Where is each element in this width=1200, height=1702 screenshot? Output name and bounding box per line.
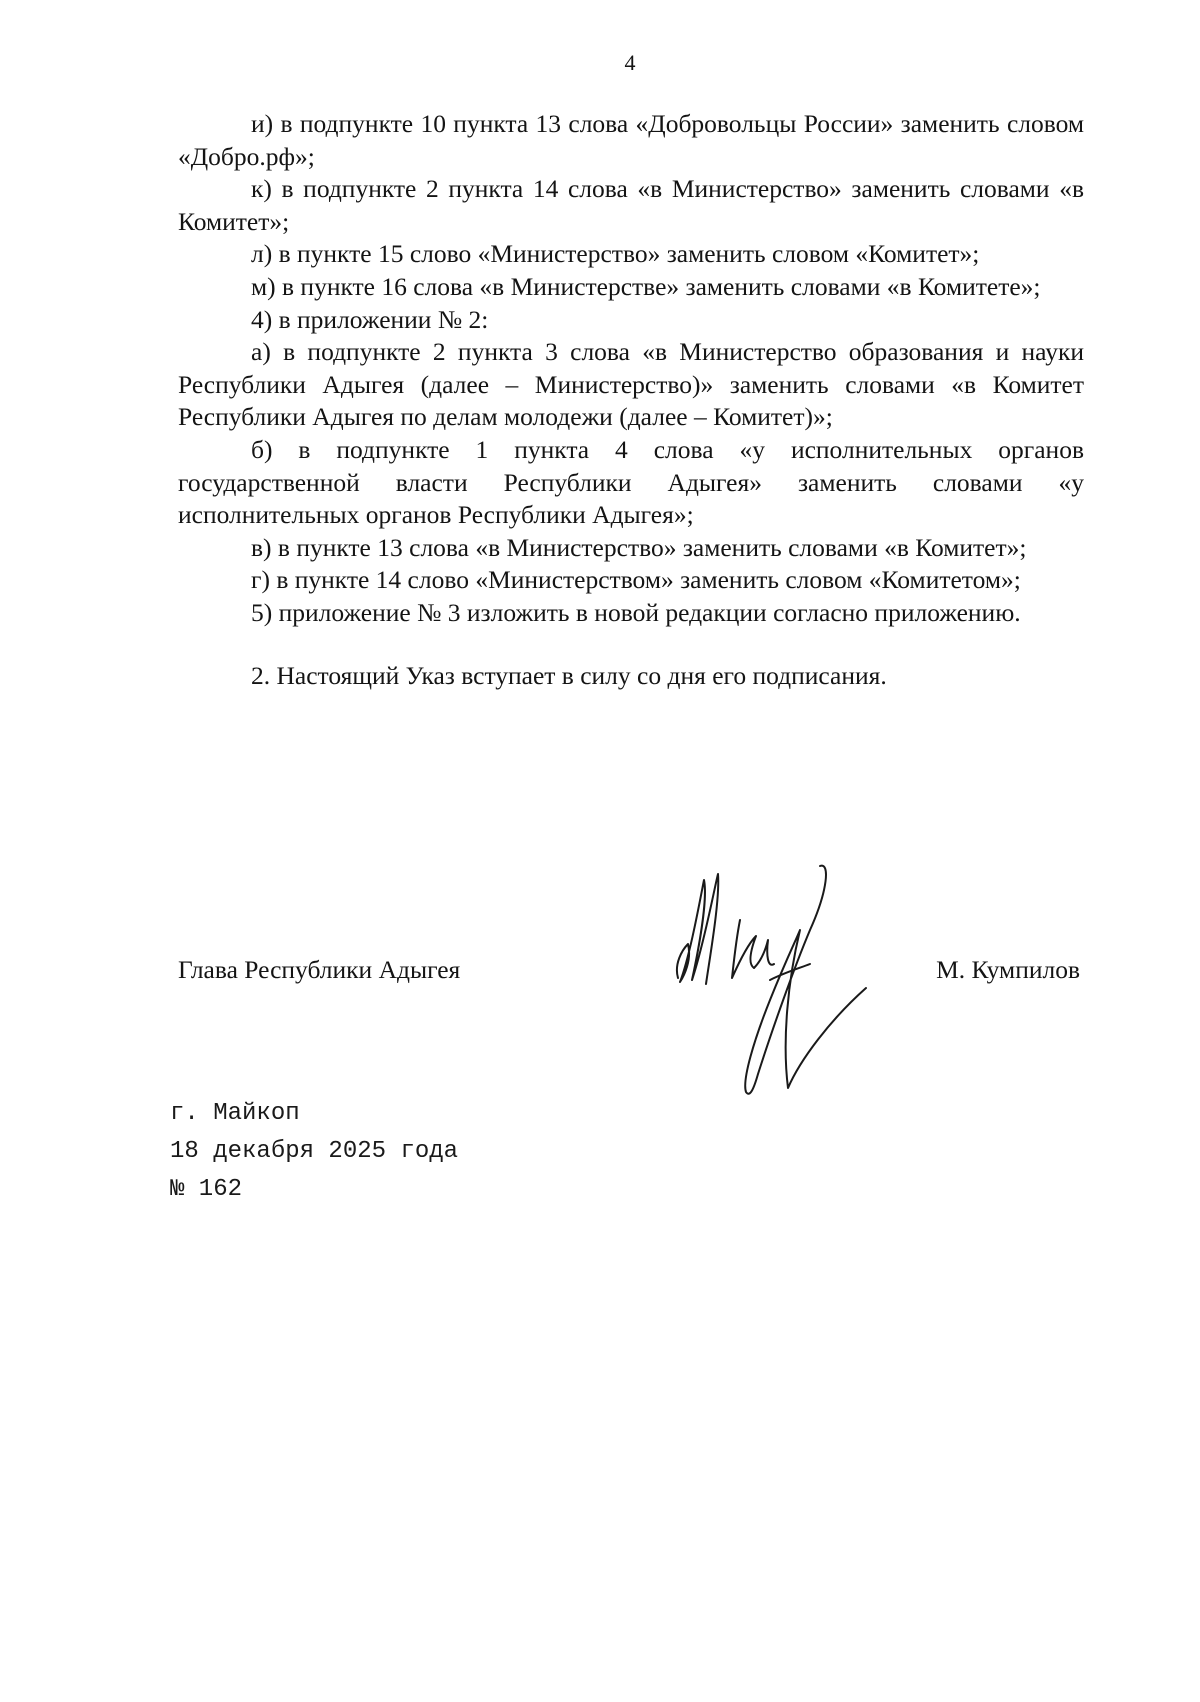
signature-stroke — [677, 874, 718, 984]
paragraph-m: м) в пункте 16 слова «в Министерстве» заменить словами «в Комитете»; — [251, 271, 1041, 301]
paragraph-g: г) в пункте 14 слово «Министерством» заменить словом «Комитетом»; — [251, 565, 1021, 595]
paragraph-v: в) в пункте 13 слова «в Министерство» заменить словами «в Комитет»; — [251, 532, 1027, 562]
handwritten-signature — [670, 860, 880, 1100]
paragraph-5: 5) приложение № 3 изложить в новой редакции согласно приложению. — [251, 597, 1021, 627]
signatory-name: М. Кумпилов — [936, 955, 1080, 984]
paragraph-i: и) в подпункте 10 пункта 13 слова «Добровольцы России» заменить словом «Добро.рф»; — [178, 109, 1084, 171]
issue-stamp — [170, 1095, 458, 1209]
paragraph-a: а) в подпункте 2 пункта 3 слова «в Министерство образования и науки Республики Адыгея (далее – Министерство)» заменить словами «в Комитет Республики Адыгея по делам молодежи (далее – Комитет)»; — [178, 337, 1084, 432]
document-body — [178, 108, 1084, 692]
stamp-date: 18 декабря 2025 года — [170, 1138, 459, 1165]
paragraph-b: б) в подпункте 1 пункта 4 слова «у исполнительных органов государственной власти Республики Адыгея» заменить словами «у исполнительных органов Республики Адыгея»; — [178, 434, 1084, 530]
page-number: 4 — [624, 50, 636, 75]
stamp-city: г. Майкоп — [170, 1100, 300, 1127]
paragraph-4: 4) в приложении № 2: — [251, 304, 489, 334]
final-paragraph: 2. Настоящий Указ вступает в силу со дня его подписания. — [251, 660, 887, 690]
paragraph-l: л) в пункте 15 слово «Министерство» заменить словом «Комитет»; — [251, 239, 980, 269]
signature-stroke — [745, 866, 866, 1094]
signatory-title: Глава Республики Адыгея — [178, 955, 461, 984]
signature-block — [178, 955, 1084, 995]
paragraph-k: к) в подпункте 2 пункта 14 слова «в Министерство» заменить словами «в Комитет»; — [178, 174, 1084, 236]
stamp-number: № 162 — [170, 1176, 243, 1203]
signature-stroke — [732, 920, 774, 978]
